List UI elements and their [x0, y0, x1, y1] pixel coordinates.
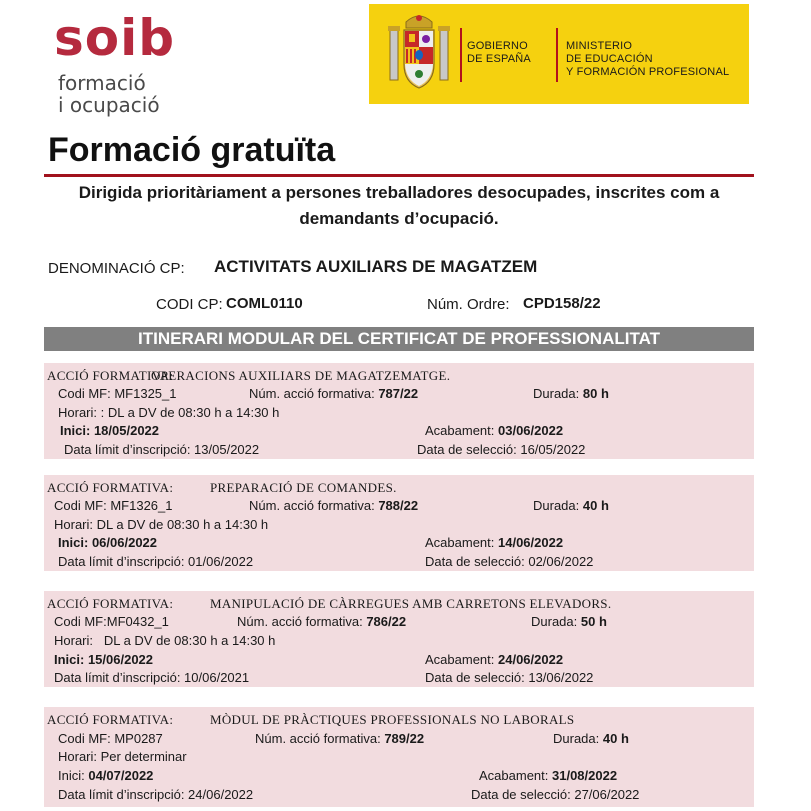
banner-divider [556, 28, 558, 82]
num-accio-label: Núm. acció formativa: [249, 498, 379, 513]
data-limit-label: Data límit d’inscripció: [64, 442, 195, 457]
inici-label: Inici: [54, 652, 88, 667]
codi-mf-value: MF1326_1 [110, 498, 173, 513]
acabament-value: 14/06/2022 [498, 535, 564, 550]
num-accio-value: 786/22 [366, 614, 407, 629]
accio-formativa-label: ACCIÓ FORMATIVA: [47, 712, 174, 727]
num-accio-value: 789/22 [384, 731, 425, 746]
accio-formativa-value: PREPARACIÓ DE COMANDES. [210, 480, 397, 495]
codi-mf-label: Codi MF: [58, 731, 115, 746]
codi-cp-value: COML0110 [226, 295, 303, 312]
codi-cp-label: CODI CP: [156, 296, 223, 313]
num-accio-label: Núm. acció formativa: [237, 614, 367, 629]
inici-value: 04/07/2022 [88, 768, 154, 783]
codi-mf-label: Codi MF: [54, 614, 107, 629]
ministerio-text-line1: MINISTERIO [566, 40, 633, 52]
acabament-value: 03/06/2022 [498, 423, 564, 438]
num-ordre-value: CPD158/22 [523, 295, 601, 312]
horari: Horari: : DL a DV de 08:30 h a 14:30 h [58, 405, 280, 420]
accio-formativa-label: ACCIÓ FORMATIVA: [47, 596, 174, 611]
ministerio-text-line2: DE EDUCACIÓN [566, 53, 653, 65]
page-title: Formació gratuïta [48, 131, 336, 169]
denominacio-value: ACTIVITATS AUXILIARS DE MAGATZEM [214, 257, 538, 276]
inici-value: 15/06/2022 [87, 652, 154, 667]
soib-logo-line2: i ocupació [58, 93, 160, 117]
spain-coat-of-arms-icon [388, 12, 450, 96]
num-accio-value: 788/22 [378, 498, 419, 513]
accio-formativa-value: MÒDUL DE PRÀCTIQUES PROFESSIONALS NO LABORALS [210, 712, 575, 727]
subtitle-line1: Dirigida prioritàriament a persones treballadores desocupades, inscrites com a [78, 183, 720, 202]
data-limit-label: Data límit d’inscripció: [54, 670, 185, 685]
codi-mf-value: MP0287 [114, 731, 163, 746]
num-accio-label: Núm. acció formativa: [255, 731, 385, 746]
data-seleccio-label: Data de selecció: [425, 554, 529, 569]
gobierno-text-line2: DE ESPAÑA [467, 53, 531, 65]
horari: Horari: DL a DV de 08:30 h a 14:30 h [54, 517, 269, 532]
inici-label: Inici: [60, 423, 94, 438]
data-seleccio-label: Data de selecció: [417, 442, 521, 457]
accio-formativa-value: OPERACIONS AUXILIARS DE MAGATZEMATGE. [151, 368, 451, 383]
codi-mf-label: Codi MF: [54, 498, 111, 513]
codi-mf-value: MF0432_1 [106, 614, 169, 629]
acabament-label: Acabament: [479, 768, 552, 783]
inici-value: 18/05/2022 [93, 423, 160, 438]
codi-mf-value: MF1325_1 [114, 386, 177, 401]
data-seleccio-value: 27/06/2022 [574, 787, 640, 802]
data-limit-value: 13/05/2022 [194, 442, 260, 457]
itinerari-header: ITINERARI MODULAR DEL CERTIFICAT DE PROFESSIONALITAT [44, 327, 754, 351]
soib-logo-word: soib [54, 9, 176, 67]
acabament-label: Acabament: [425, 652, 498, 667]
data-seleccio-value: 16/05/2022 [520, 442, 586, 457]
inici-label: Inici: [58, 768, 89, 783]
data-limit-label: Data límit d’inscripció: [58, 554, 189, 569]
codi-mf-label: Codi MF: [58, 386, 115, 401]
course-block [44, 707, 754, 807]
accio-formativa-label: ACCIÓ FORMATIVA: [47, 368, 174, 383]
data-seleccio-value: 13/06/2022 [528, 670, 594, 685]
num-ordre-label: Núm. Ordre: [427, 296, 510, 313]
subtitle-line2: demandants d’ocupació. [299, 209, 499, 228]
data-limit-value: 24/06/2022 [188, 787, 254, 802]
inici-label: Inici: [58, 535, 92, 550]
durada-label: Durada: [533, 386, 583, 401]
durada-value: 80 h [582, 386, 609, 401]
inici-value: 06/06/2022 [91, 535, 158, 550]
durada-label: Durada: [531, 614, 581, 629]
ministerio-text-line3: Y FORMACIÓN PROFESIONAL [566, 66, 730, 78]
num-accio-label: Núm. acció formativa: [249, 386, 379, 401]
data-seleccio-label: Data de selecció: [425, 670, 529, 685]
denominacio-label: DENOMINACIÓ CP: [48, 260, 185, 277]
durada-label: Durada: [533, 498, 583, 513]
acabament-label: Acabament: [425, 423, 498, 438]
data-seleccio-label: Data de selecció: [471, 787, 575, 802]
acabament-label: Acabament: [425, 535, 498, 550]
subtitle [44, 180, 754, 232]
banner-divider [460, 28, 462, 82]
durada-value: 40 h [602, 731, 629, 746]
horari: Horari: Per determinar [58, 749, 187, 764]
num-accio-value: 787/22 [378, 386, 419, 401]
durada-value: 40 h [582, 498, 609, 513]
course-block [44, 475, 754, 571]
course-block [44, 363, 754, 459]
acabament-value: 31/08/2022 [552, 768, 618, 783]
data-seleccio-value: 02/06/2022 [528, 554, 594, 569]
data-limit-label: Data límit d’inscripció: [58, 787, 189, 802]
accio-formativa-label: ACCIÓ FORMATIVA: [47, 480, 174, 495]
accio-formativa-value: MANIPULACIÓ DE CÀRREGUES AMB CARRETONS ELEVADORS. [210, 596, 612, 611]
acabament-value: 24/06/2022 [498, 652, 564, 667]
durada-label: Durada: [553, 731, 603, 746]
gobierno-text-line1: GOBIERNO [467, 40, 528, 52]
horari: Horari: DL a DV de 08:30 h a 14:30 h [54, 633, 276, 648]
durada-value: 50 h [580, 614, 607, 629]
data-limit-value: 10/06/2021 [184, 670, 250, 685]
title-divider [44, 174, 754, 177]
data-limit-value: 01/06/2022 [188, 554, 254, 569]
course-block [44, 591, 754, 687]
soib-logo-line1: formació [58, 71, 146, 95]
